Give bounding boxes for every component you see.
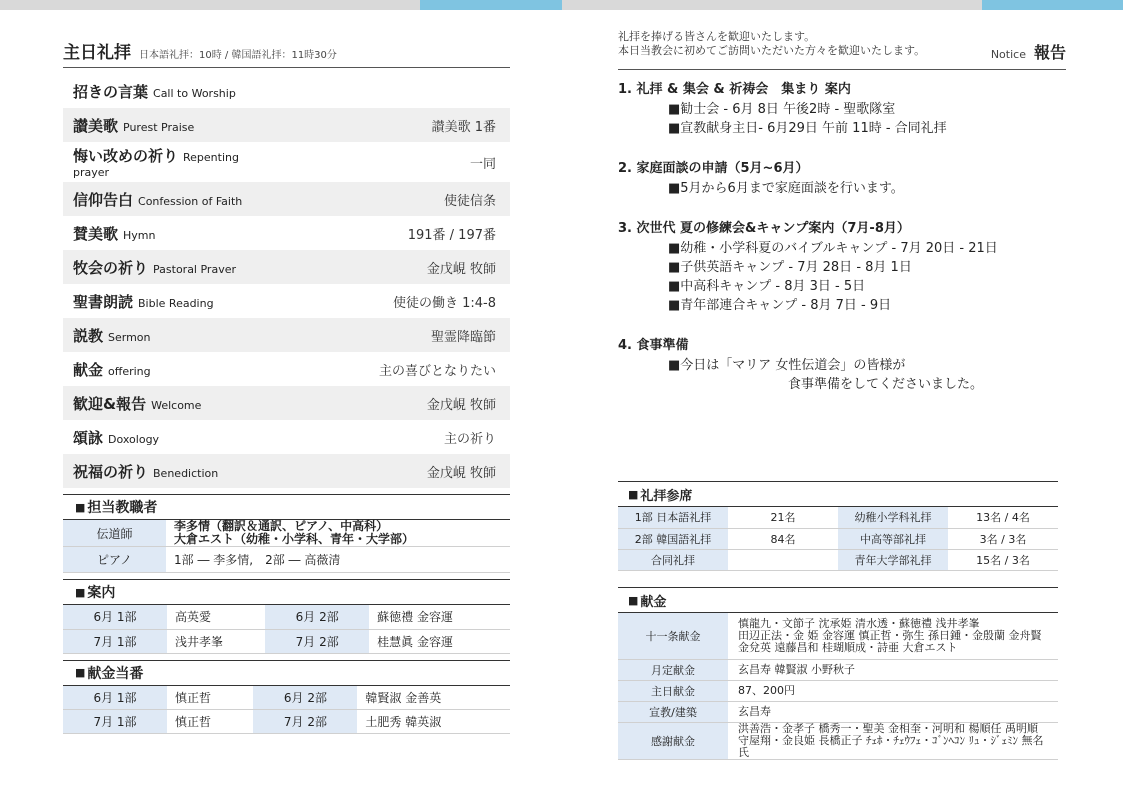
order-item-detail: 金戊峴 牧師 [426,465,496,481]
table-value: 蘇徳禮 金容運 [369,605,510,629]
offering-label: 感謝献金 [618,722,728,759]
offering-names-line: 87、200円 [738,683,795,697]
announcement-title: 3. 次世代 夏の修練会&キャンプ案内（7月-8月） [618,221,910,236]
worship-order-page [63,38,510,734]
offering-names [728,722,1058,759]
offering-label: 十一条献金 [618,613,728,659]
welcome-line: 本日当教会に初めてご訪問いただいた方々を歓迎いたします。 [618,44,926,57]
offering-row [618,613,1058,659]
table-label: 6月 1部 [63,686,167,710]
order-item-title [73,461,218,482]
attendance-value: 15名 / 3名 [948,549,1058,570]
order-item-detail: 金戊峴 牧師 [426,261,496,277]
attendance-heading: ■ 礼拝参席 [618,481,1058,507]
order-item-detail: 使徒信条 [443,193,496,209]
offering-names [728,680,1058,701]
guide-row [63,605,510,629]
order-item-en: Repenting [183,151,239,164]
notice-jp: 報告 [1033,43,1066,62]
attendance-row [618,507,1058,528]
staff-table [63,520,510,573]
announcement-line: ■5月から6月まで家庭面談を行います。 [668,181,904,196]
order-item-title [73,223,155,244]
offering-duty-row [63,710,510,734]
order-item-title-line [73,145,239,166]
offering-names-line: 守屋翔・金良姫 長橋正子 ﾁｪﾎ・ﾁｪｳﾌｪ・ｺﾞﾝﾍｺﾝ ﾘｭ・ｼﾞｪﾐﾝ 無名氏 [738,733,1044,759]
square-bullet-icon: ■ [628,487,639,501]
table-value: 韓賢淑 金善英 [357,686,510,710]
announcement-item [618,159,1066,198]
welcome-box [618,30,1066,70]
announcement-line: ■子供英語キャンプ - 7月 28日 - 8月 1日 [668,260,912,275]
order-item-en: Hymn [123,228,156,242]
table-label: 6月 2部 [265,605,369,629]
top-bar-grey-right [562,0,982,10]
order-item-en: Bible Reading [138,296,214,310]
table-label: 7月 2部 [253,710,357,734]
order-item-jp: 聖書朗読 [73,292,134,311]
attendance-value: 21名 [728,507,838,528]
table-label: 6月 1部 [63,605,167,629]
order-item-en: offering [108,364,151,378]
order-item-detail: 使徒の働き 1:4-8 [392,295,496,311]
announcement-line: ■幼稚・小学科夏のバイブルキャンプ - 7月 20日 - 21日 [668,241,998,256]
order-item-detail: 主の祈り [443,431,496,447]
order-item-detail: 金戊峴 牧師 [426,397,496,413]
order-item-jp: 祝福の祈り [73,462,149,481]
attendance-value: 84名 [728,528,838,549]
order-item-title [73,325,151,346]
order-item-en-cont: prayer [73,166,110,179]
announcement-line: ■勧士会 - 6月 8日 午後2時 - 聖歌隊室 [668,102,896,117]
order-item-en: Confession of Faith [138,194,243,208]
order-item-jp: 頌詠 [73,428,104,447]
offering-names-line: 玄昌寿 韓賢淑 小野秋子 [738,662,855,676]
order-item-jp: 悔い改めの祈り [73,147,179,165]
offering-label: 宣教/建築 [618,701,728,722]
announcements [618,80,1066,394]
square-bullet-icon: ■ [75,500,86,514]
order-item [63,284,510,318]
order-item-detail: 主の喜びとなりたい [378,363,496,379]
order-item-jp: 献金 [73,360,104,379]
attendance-label: 合同礼拝 [618,549,728,570]
order-item [63,420,510,454]
offering-row [618,659,1058,680]
staff-row [63,547,510,573]
offering-names [728,659,1058,680]
table-label: 7月 1部 [63,710,167,734]
order-item [63,182,510,216]
announcement-item [618,80,1066,138]
order-item-title [73,145,239,179]
order-item [63,142,510,182]
attendance-label: 1部 日本語礼拝 [618,507,728,528]
order-item [63,352,510,386]
staff-row [63,520,510,547]
table-value: 高英愛 [167,605,265,629]
attendance-value: 13名 / 4名 [948,507,1058,528]
announcement-item [618,219,1066,315]
attendance-row [618,528,1058,549]
table-value: 慎正哲 [167,710,253,734]
top-bar-blue-left [420,0,562,10]
offering-names-line: 田辺正法・金 姫 金容運 慎正哲・弥生 孫日鍾・金殷蘭 金舟賢 [738,628,1042,642]
announcement-title: 2. 家庭面談の申請（5月~6月） [618,161,809,176]
announcement-line: ■今日は「マリア 女性伝道会」の皆様が [668,358,906,373]
offering-row [618,680,1058,701]
order-item-title [73,115,194,136]
order-item-en: Purest Praise [123,120,195,134]
table-label: 6月 2部 [253,686,357,710]
staff-value: 李多情（翻訳＆通訳、ピアノ、中高科） 大倉エスト（幼稚・小学科、青年・大学部） [166,520,510,547]
announcement-title: 1. 礼拝 & 集会 & 祈祷会 集まり 案内 [618,82,851,97]
offering-duty-heading: ■ 献金当番 [63,660,510,686]
order-item [63,250,510,284]
order-item-title [73,393,201,414]
welcome-line: 礼拝を捧げる皆さんを歓迎いたします。 [618,30,816,43]
announcement-line: ■宣教献身主日- 6月29日 午前 11時 - 合同礼拝 [668,121,947,136]
announcement-line: ■中高科キャンプ - 8月 3日 - 5日 [668,279,866,294]
top-bar-grey-left [0,0,420,10]
order-item-detail: 讃美歌 1番 [431,119,496,135]
attendance-value [728,549,838,570]
announcement-title: 4. 食事準備 [618,338,689,353]
offering-label: 月定献金 [618,659,728,680]
attendance-section [618,481,1058,571]
staff-label: ピアノ [63,547,166,573]
notice-title [991,40,1066,63]
top-bar-blue-right [982,0,1123,10]
attendance-label: 青年大学部礼拝 [838,549,948,570]
attendance-value: 3名 / 3名 [948,528,1058,549]
attendance-table [618,507,1058,571]
order-item-en: Pastoral Praver [153,262,236,276]
order-item [63,454,510,488]
order-header [63,38,510,68]
square-bullet-icon: ■ [628,593,639,607]
offering-duty-row [63,686,510,710]
order-item-jp: 招きの言葉 [73,82,149,101]
staff-label: 伝道師 [63,520,166,547]
offering-row [618,722,1058,759]
table-value: 慎正哲 [167,686,253,710]
order-item-jp: 牧会の祈り [73,258,149,277]
order-item [63,318,510,352]
offering-names-line: 金兌英 遠藤昌和 桂瑚順成・詩亜 大倉エスト [738,640,958,654]
order-item-jp: 説教 [73,326,104,345]
guide-row [63,629,510,653]
order-item-title [73,189,242,210]
order-item-en: Sermon [108,330,151,344]
order-item-jp: 讃美歌 [73,116,119,135]
order-item-en: Benediction [153,466,219,480]
order-item-jp: 賛美歌 [73,224,119,243]
order-title: 主日礼拝 [63,43,131,63]
order-item-en: Call to Worship [153,86,236,100]
order-item-title [73,427,159,448]
offerings-table [618,613,1058,760]
offering-names [728,701,1058,722]
guide-heading: ■ 案内 [63,579,510,605]
order-item-detail: 一同 [469,156,496,172]
order-item-en: Welcome [151,398,202,412]
order-item [63,108,510,142]
attendance-label: 幼稚小学科礼拝 [838,507,948,528]
order-item-en: Doxology [108,432,160,446]
order-item [63,386,510,420]
table-value: 浅井孝峯 [167,629,265,653]
table-value: 桂慧眞 金容運 [369,629,510,653]
announcement-line: 食事準備をしてくださいました。 [788,377,984,392]
square-bullet-icon: ■ [75,585,86,599]
offerings-heading: ■ 献金 [618,587,1058,613]
order-item [63,216,510,250]
order-subtitle: 日本語礼拝：10時 / 韓国語礼拝：11時30分 [139,50,337,61]
table-label: 7月 1部 [63,629,167,653]
order-list [63,74,510,488]
guide-table [63,605,510,654]
order-item-detail: 191番 / 197番 [407,227,496,243]
attendance-label: 中高等部礼拝 [838,528,948,549]
offering-duty-table [63,686,510,735]
square-bullet-icon: ■ [75,666,86,679]
notice-page [618,30,1066,415]
attendance-label: 2部 韓国語礼拝 [618,528,728,549]
order-item-detail: 聖霊降臨節 [430,329,496,345]
attendance-row [618,549,1058,570]
offering-names-line: 洪善浩・金孝子 橋秀一・聖美 金相奎・河明和 楊順任 禹明順 [738,721,1038,735]
order-item-title [73,291,214,312]
order-item-title [73,359,151,380]
notice-en: Notice [990,48,1026,61]
staff-heading: ■ 担当教職者 [63,494,510,520]
offering-names-line: 慎龍九・文節子 沈承姫 清水透・蘇徳禮 浅井孝峯 [738,616,980,630]
order-item-title [73,257,236,278]
order-item-jp: 信仰告白 [73,190,134,209]
announcement-line: ■青年部連合キャンプ - 8月 7日 - 9日 [668,298,892,313]
staff-value: 1部 ― 李多情, 2部 ― 高薇清 [166,547,510,573]
table-value: 土肥秀 韓英淑 [357,710,510,734]
table-label: 7月 2部 [265,629,369,653]
offering-names [728,613,1058,659]
offering-row [618,701,1058,722]
order-item-title [73,81,236,102]
offering-label: 主日献金 [618,680,728,701]
offering-names-line: 玄昌寿 [738,704,771,718]
offerings-section [618,587,1058,760]
order-item [63,74,510,108]
announcement-item [618,336,1066,394]
order-item-jp: 歓迎&報告 [73,394,147,413]
